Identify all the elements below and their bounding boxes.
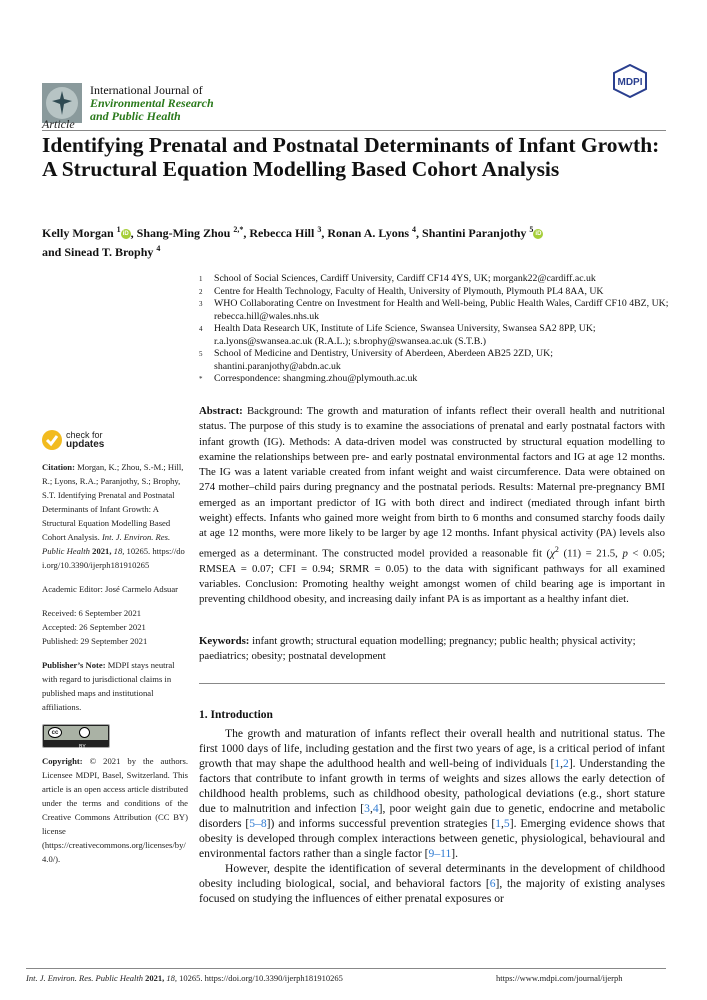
- author-affiliation-sup: 4: [412, 225, 417, 234]
- affiliation-number: 1: [199, 275, 203, 283]
- publisher-note-label: Publisher’s Note:: [42, 660, 106, 670]
- affiliation-text: Health Data Research UK, Institute of Life Science, Swansea University, Swansea SA2 8PP, UK; r.a.lyons@swansea.ac.uk (R.A.L.); s.brophy@swansea.ac.uk (S.T.B.): [214, 323, 596, 347]
- author-affiliation-sup: 4: [156, 244, 161, 253]
- publisher-note: [42, 658, 188, 714]
- received-date: Received: 6 September 2021: [42, 608, 142, 618]
- copyright: [42, 754, 188, 866]
- author-name[interactable]: Ronan A. Lyons: [327, 226, 413, 240]
- citation-link[interactable]: 3: [364, 802, 370, 815]
- cc-by-label: BY: [79, 744, 86, 750]
- citation-link[interactable]: 2: [563, 757, 569, 770]
- intro-paragraph-1: The growth and maturation of infants reflect their overall health and nutritional status. The first 1000 days of life, including gestation and the first two years of age, is a critical period of infant growth that may shape the adulthood health and well-being of individuals [1,2]. Understanding the factors that contribute to infant growth in terms of weights and sizes allows the early detection of childhood health problems, such as childhood obesity, pathological deviations (e.g., short stature due to malnutrition and infection [3,4], poor weight gain due to genetic, endocrine and metabolic disorders [5–8]) and informs successful prevention strategies [1,5]. Emerging evidence shows that obesity is developed through complex interactions between genetic, physiological, behavioural and environmental factors rather than a single factor [9–11].: [199, 727, 665, 860]
- footer-volume: 18,: [166, 973, 178, 983]
- affiliation-number: *: [199, 375, 203, 383]
- author-joiner: and: [42, 245, 65, 259]
- abstract: [199, 404, 665, 607]
- article-title: Identifying Prenatal and Postnatal Determinants of Infant Growth: A Structural Equation Modelling Based Cohort Analysis: [42, 133, 660, 181]
- keywords-label: Keywords:: [199, 635, 250, 647]
- affiliation-text: WHO Collaborating Centre on Investment for Health and Well-being, Public Health Wales, Cardiff CF10 4BZ, UK; rebecca.hill@wales.nhs.uk: [214, 298, 669, 322]
- author-name[interactable]: Kelly Morgan: [42, 226, 117, 240]
- citation-year: 2021,: [92, 546, 112, 556]
- section-divider: [199, 683, 665, 684]
- affiliation-number: 5: [199, 350, 203, 358]
- check-updates-line1: check for: [66, 430, 103, 440]
- copyright-text: © 2021 by the authors. Licensee MDPI, Basel, Switzerland. This article is an open access article distributed under the terms and conditions of the Creative Commons Attribution (CC BY) license (https://creativecommons.org/licenses/by/4.0/).: [42, 756, 188, 864]
- affiliation-number: 2: [199, 287, 203, 296]
- footer-doi-link[interactable]: 10265. https://doi.org/10.3390/ijerph181910265: [179, 973, 343, 983]
- affiliation-item: [199, 323, 679, 348]
- accepted-date: Accepted: 26 September 2021: [42, 622, 146, 632]
- citation-link[interactable]: 1: [495, 817, 501, 830]
- attribution-person-icon: [79, 727, 90, 738]
- affiliation-text: Centre for Health Technology, Faculty of Health, University of Plymouth, Plymouth PL4 8AA, UK: [214, 285, 604, 297]
- citation-volume: 18,: [113, 546, 125, 556]
- citation-link[interactable]: 6: [489, 877, 496, 890]
- affiliations: [199, 273, 679, 386]
- citation-journal: Int. J. Environ. Res. Public Health: [42, 532, 171, 556]
- footer-year: 2021,: [145, 973, 165, 983]
- abstract-text-3: < 0.05; RMSEA = 0.07; CFI = 0.94; SRMR = 0.05) to the data with significant pathways for all examined variables. Conclusion: Promoting healthy weight amongst women of child bearing age is important in preventing childhood obesity, and increasing daily infant PA is as important as a healthy infant diet.: [199, 547, 665, 606]
- affiliation-item: [199, 273, 679, 286]
- footer-divider: [26, 968, 666, 969]
- author-list: Kelly Morgan $^1$iD , Shang-Ming Zhou $^{2,*}$, Rebecca Hill $^3$, Ronan A. Lyons $^4$, Shantini Paranjothy $^5$iD and Sinead T. Brophy $^4$: [42, 225, 542, 259]
- affiliation-text: School of Social Sciences, Cardiff University, Cardiff CF14 4YS, UK; morgank22@cardiff.ac.uk: [214, 273, 596, 284]
- author-affiliation-sup: 3: [317, 225, 322, 234]
- footer-citation: [26, 973, 343, 983]
- check-for-updates-button[interactable]: [42, 430, 188, 450]
- author-name[interactable]: Rebecca Hill: [249, 226, 318, 240]
- check-for-updates-icon: [42, 430, 62, 450]
- orcid-icon[interactable]: iD: [122, 231, 129, 238]
- dates: [42, 606, 188, 648]
- affiliation-number: 4: [199, 325, 203, 333]
- affiliation-item: [199, 286, 679, 299]
- footer-journal-link[interactable]: https://www.mdpi.com/journal/ijerph: [496, 973, 623, 983]
- svg-text:MDPI: MDPI: [617, 77, 643, 88]
- header-divider: [42, 130, 666, 131]
- journal-name-line1: International Journal of: [90, 83, 203, 97]
- sidebar: [42, 430, 188, 866]
- citation-link[interactable]: 4: [372, 802, 379, 815]
- check-updates-line2: updates: [66, 439, 105, 450]
- citation-doi-link[interactable]: 10265. https://doi.org/10.3390/ijerph181910265: [42, 546, 185, 570]
- chi-superscript: 2: [554, 544, 559, 554]
- article-type: Article: [42, 117, 75, 131]
- cc-icon: cc: [48, 727, 62, 738]
- affiliation-text: Correspondence: shangming.zhou@plymouth.ac.uk: [214, 373, 418, 384]
- abstract-text-2: (11) = 21.5,: [558, 547, 623, 560]
- affiliation-item: [199, 298, 679, 323]
- citation-link[interactable]: 1: [554, 757, 561, 770]
- citation-link[interactable]: 5: [503, 817, 510, 830]
- journal-name: [90, 84, 214, 123]
- mdpi-logo-icon: [612, 64, 648, 98]
- introduction-body: [199, 726, 665, 906]
- academic-editor: Academic Editor: José Carmelo Adsuar: [42, 584, 179, 594]
- author-name[interactable]: Shantini Paranjothy: [422, 226, 530, 240]
- keywords-text: infant growth; structural equation modelling; pregnancy; public health; physical activity; paediatrics; obesity; postnatal development: [199, 635, 636, 663]
- affiliation-item: [199, 373, 679, 386]
- orcid-icon[interactable]: iD: [535, 231, 542, 238]
- abstract-label: Abstract:: [199, 405, 243, 417]
- copyright-label: Copyright:: [42, 756, 83, 766]
- affiliation-text: School of Medicine and Dentistry, University of Aberdeen, Aberdeen AB25 2ZD, UK; shantini.paranjothy@abdn.ac.uk: [214, 348, 553, 372]
- author-affiliation-sup: 1: [116, 225, 121, 234]
- journal-name-line2: Environmental Research: [90, 96, 214, 110]
- section-heading-introduction: 1. Introduction: [199, 709, 273, 721]
- author-affiliation-sup: 2,*: [233, 225, 244, 234]
- affiliation-item: [199, 348, 679, 373]
- affiliation-number: 3: [199, 300, 203, 308]
- citation-text: Morgan, K.; Zhou, S.-M.; Hill, R.; Lyons, R.A.; Paranjothy, S.; Brophy, S.T. Identifying Prenatal and Postnatal Determinants of Infant Growth: A Structural Equation Modelling Based Cohort Analysis.: [42, 462, 184, 542]
- footer-journal: Int. J. Environ. Res. Public Health: [26, 973, 144, 983]
- abstract-text-1: Background: The growth and maturation of infants reflect their overall health and nutritional status. The purpose of this study is to examine the associations of prenatal and early postnatal factors with infant growth (IG). Methods: A data-driven model was constructed by structural equation modelling to examine the relationships between pre- and early postnatal environmental factors and IG at age 12 months. The IG was a latent variable created from infant weight and waist circumference. Data were obtained on 274 mother–child pairs during pregnancy and the postnatal periods. Results: Maternal pre-pregnancy BMI emerged as an important predictor of IG with both direct and indirect (mediated through infant birth weight) effects. Infants who gained more weight from birth to 6 months and consumed starchy foods daily at age 12 months, were more likely to be larger by age 12 months. Infant physical activity (PA) levels also emerged as a determinant. The constructed model provided a reasonable fit (: [199, 405, 665, 560]
- author-name[interactable]: Sinead T. Brophy: [64, 245, 157, 259]
- journal-name-line3: and Public Health: [90, 109, 181, 123]
- publisher-note-text: MDPI stays neutral with regard to jurisdictional claims in published maps and institutional affiliations.: [42, 660, 175, 712]
- p-symbol: p: [622, 547, 628, 560]
- published-date: Published: 29 September 2021: [42, 636, 148, 646]
- chi-symbol: χ: [550, 547, 555, 560]
- author-affiliation-sup: 5: [529, 225, 534, 234]
- cc-by-license-badge[interactable]: [42, 724, 110, 748]
- author-name[interactable]: Shang-Ming Zhou: [136, 226, 234, 240]
- intro-paragraph-2: However, despite the identification of several determinants in the development of childhood obesity including biological, social, and behavioral factors [6], the majority of existing analyses focused on studying the influences of either prenatal exposures or: [199, 862, 665, 905]
- keywords: [199, 634, 665, 665]
- citation-label: Citation:: [42, 462, 75, 472]
- citation: [42, 460, 188, 572]
- citation-link[interactable]: 5–8: [249, 817, 267, 830]
- citation-link[interactable]: 9–11: [428, 847, 452, 860]
